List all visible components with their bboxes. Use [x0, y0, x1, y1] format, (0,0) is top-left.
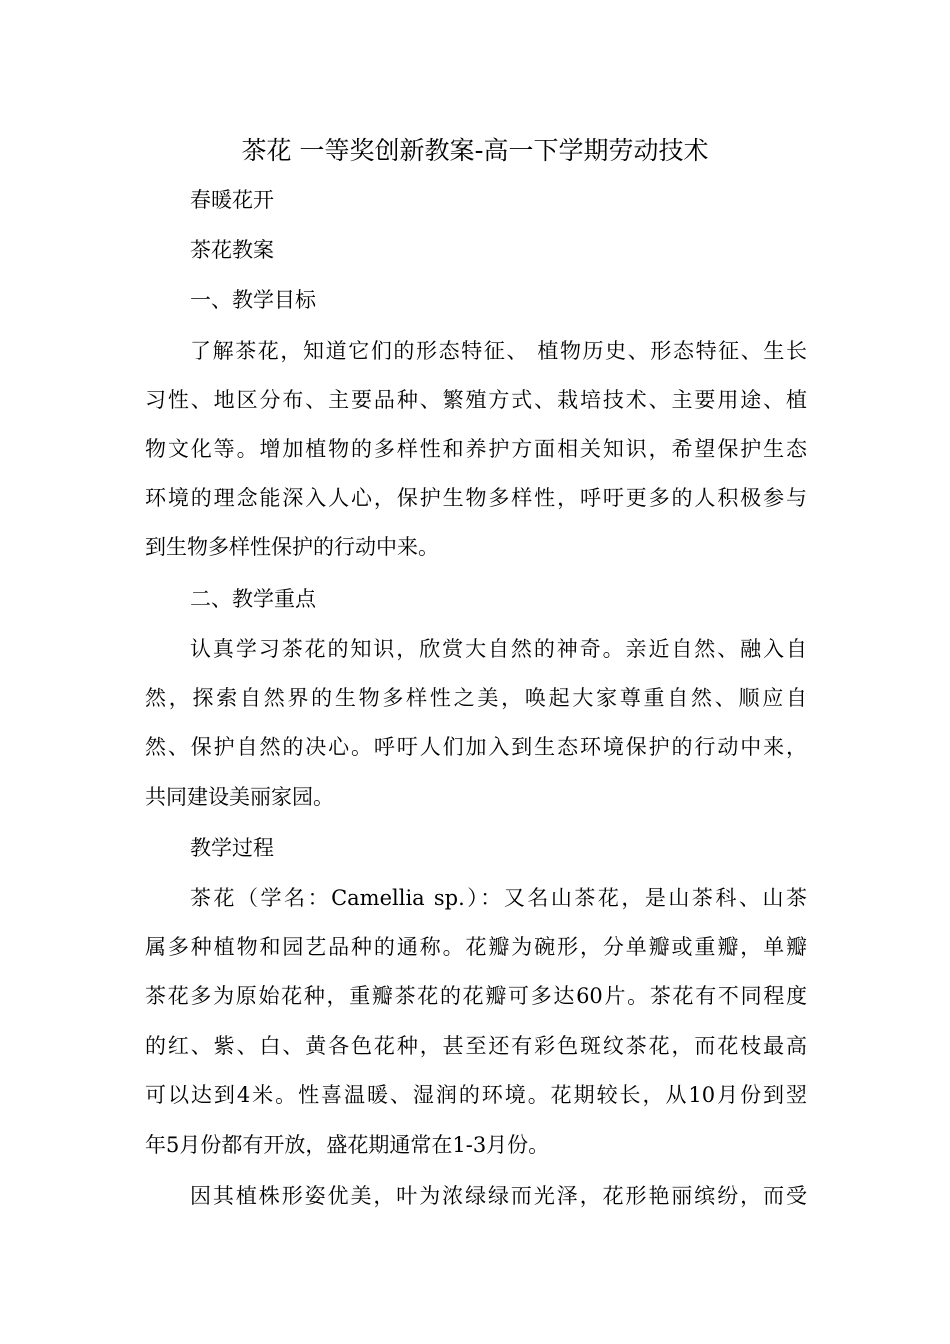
paragraph-line: 认真学习茶花的知识，欣赏大自然的神奇。亲近自然、融入自	[190, 637, 807, 661]
heading-teaching-goals: 一、教学目标	[190, 288, 316, 312]
paragraph-line: 茶花多为原始花种，重瓣茶花的花瓣可多达60片。茶花有不同程度	[145, 984, 807, 1008]
paragraph-line: 然、保护自然的决心。呼吁人们加入到生态环境保护的行动中来，	[145, 735, 807, 759]
paragraph-line: 习性、地区分布、主要品种、繁殖方式、栽培技术、主要用途、植	[145, 388, 807, 412]
heading-teaching-process: 教学过程	[190, 836, 274, 860]
paragraph-line: 可以达到4米。性喜温暖、湿润的环境。花期较长，从10月份到翌	[145, 1083, 807, 1107]
document-title: 茶花 一等奖创新教案-高一下学期劳动技术	[241, 136, 709, 165]
paragraph-line: 年5月份都有开放，盛花期通常在1-3月份。	[145, 1133, 550, 1157]
paragraph-line: 共同建设美丽家园。	[145, 785, 334, 809]
paragraph-line: 属多种植物和园艺品种的通称。花瓣为碗形，分单瓣或重瓣，单瓣	[145, 935, 807, 959]
text-line-lesson-plan: 茶花教案	[190, 238, 274, 262]
paragraph-line: 环境的理念能深入人心，保护生物多样性，呼吁更多的人积极参与	[145, 486, 807, 510]
heading-teaching-focus: 二、教学重点	[190, 587, 316, 611]
paragraph-line: 茶花（学名：Camellia sp.）：又名山茶花，是山茶科、山茶	[190, 886, 807, 910]
paragraph-line: 因其植株形姿优美，叶为浓绿绿而光泽，花形艳丽缤纷，而受	[190, 1184, 807, 1208]
paragraph-line: 物文化等。增加植物的多样性和养护方面相关知识，希望保护生态	[145, 437, 807, 461]
paragraph-line: 到生物多样性保护的行动中来。	[145, 535, 439, 559]
paragraph-line: 的红、紫、白、黄各色花种，甚至还有彩色斑纹茶花，而花枝最高	[145, 1034, 807, 1058]
paragraph-line: 然，探索自然界的生物多样性之美，唤起大家尊重自然、顺应自	[145, 686, 807, 710]
paragraph-line: 了解茶花，知道它们的形态特征、 植物历史、形态特征、生长	[190, 339, 807, 363]
text-line-spring: 春暖花开	[190, 188, 274, 212]
